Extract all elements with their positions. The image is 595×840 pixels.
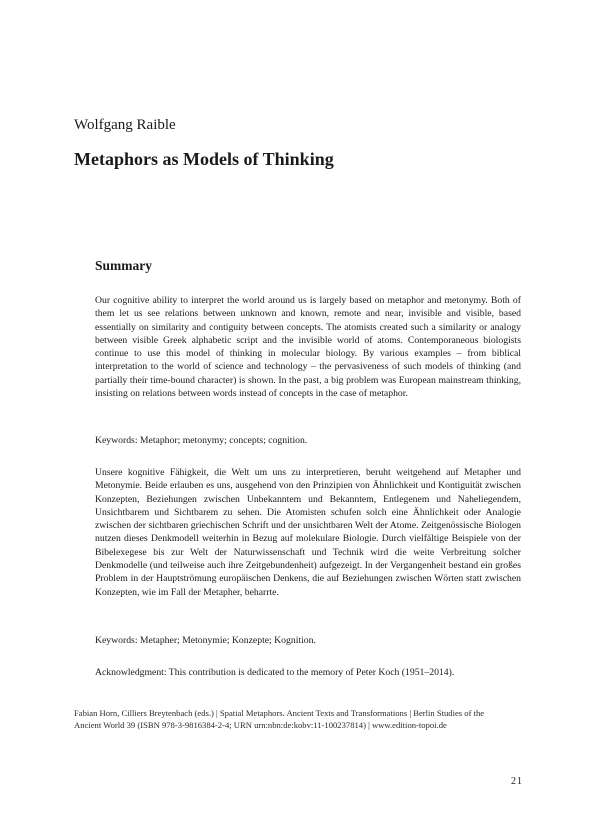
summary-heading: Summary bbox=[95, 258, 152, 273]
page-number: 21 bbox=[511, 776, 523, 787]
abstract-english: Our cognitive ability to interpret the world around us is largely based on metaphor and metonymy. Both of them let us see relations between unknown and known, remote and near, invisible and visible, based essentially on similarity and contiguity between concepts. The atomists created such a similarity or analogy between visible Greek alphabetic script and the invisible world of atoms. Contemporaneous biologists continue to use this model of thinking in molecular biology. By various examples – from biblical interpretation to the world of science and technology – the pervasiveness of such models of thinking (and partially their time-bound character) is shown. In the past, a big problem was European mainstream thinking, insisting on relations between words instead of concepts in the case of metaphor. bbox=[95, 295, 521, 400]
abstract-german: Unsere kognitive Fähigkeit, die Welt um uns zu interpretieren, beruht weitgehend auf Metapher und Metonymie. Beide erlauben es uns, ausgehend von den Prinzipien von Ähnlichkeit und Kontiguität zwischen Konzepten, Beziehungen zwischen Unbekanntem und Bekanntem, Entlegenem und Naheliegendem, Unsichtbarem und Sichtbarem zu sehen. Die Atomisten schufen solch eine Ähnlichkeit oder Analogie zwischen der sichtbaren griechischen Schrift und der unsichtbaren Welt der Atome. Zeitgenössische Biologen nutzen dieses Denkmodell weiterhin in Bezug auf molekulare Biologie. Durch vielfältige Beispiele von der Bibelexegese bis zur Welt der Naturwissenschaft und Technik wird die weite Verbreitung solcher Denkmodelle (und teilweise auch ihre Zeitgebundenheit) aufgezeigt. In der Vergangenheit bestand ein großes Problem in der Hauptströmung europäischen Denkens, die auf Beziehungen zwischen Wörten statt zwischen Konzepten, wie im Fall der Metapher, beharrte. bbox=[95, 467, 521, 598]
keywords-german: Keywords: Metapher; Metonymie; Konzepte; Kognition. bbox=[95, 635, 316, 646]
keywords-english: Keywords: Metaphor; metonymy; concepts; cognition. bbox=[95, 435, 308, 446]
acknowledgment: Acknowledgment: This contribution is dedicated to the memory of Peter Koch (1951–2014). bbox=[95, 667, 455, 678]
publication-footer: Fabian Horn, Cilliers Breytenbach (eds.) | Spatial Metaphors. Ancient Texts and Transformations | Berlin Studies of the Ancient World 39 (ISBN 978-3-9816384-2-4; URN urn:nbn:de:kobv:11-100237814) | www.edition-topoi.de bbox=[74, 708, 485, 731]
author-name: Wolfgang Raible bbox=[74, 117, 176, 133]
article-title: Metaphors as Models of Thinking bbox=[74, 149, 334, 169]
